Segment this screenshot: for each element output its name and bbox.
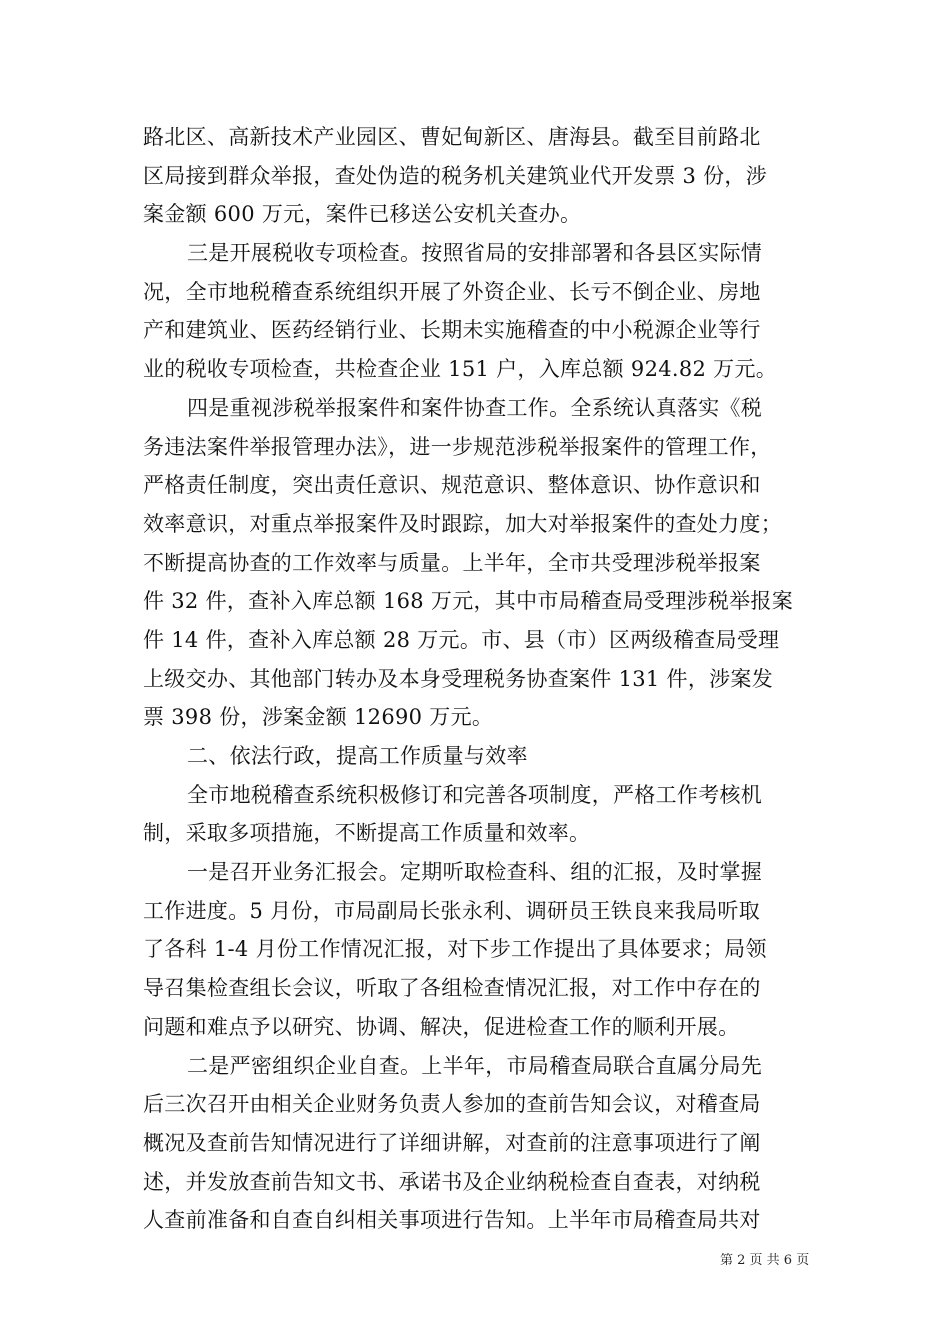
text-line: 效率意识，对重点举报案件及时跟踪，加大对举报案件的查处力度；	[143, 511, 782, 536]
paragraph-start: 三是开展税收专项检查。按照省局的安排部署和各县区实际情	[187, 241, 763, 266]
text-line: 件 32 件，查补入库总额 168 万元，其中市局稽查局受理涉税举报案	[143, 589, 794, 614]
text-line: 票 398 份，涉案金额 12690 万元。	[143, 705, 494, 730]
text-line: 问题和难点予以研究、协调、解决，促进检查工作的顺利开展。	[143, 1014, 740, 1039]
text-line: 后三次召开由相关企业财务负责人参加的查前告知会议，对稽查局	[143, 1092, 761, 1117]
text-line: 务违法案件举报管理办法》，进一步规范涉税举报案件的管理工作，	[143, 434, 772, 459]
text-line: 区局接到群众举报，查处伪造的税务机关建筑业代开发票 3 份，涉	[143, 163, 768, 188]
text-line: 业的税收专项检查，共检查企业 151 户，入库总额 924.82 万元。	[143, 357, 778, 382]
text-line: 概况及查前告知情况进行了详细讲解，对查前的注意事项进行了阐	[143, 1130, 761, 1155]
document-body	[143, 118, 823, 1240]
section-heading: 二、依法行政，提高工作质量与效率	[187, 744, 528, 768]
text-line: 路北区、高新技术产业园区、曹妃甸新区、唐海县。截至目前路北	[143, 125, 761, 149]
paragraph-start: 二是严密组织企业自查。上半年，市局稽查局联合直属分局先	[187, 1053, 763, 1078]
text-line: 人查前准备和自查自纠相关事项进行告知。上半年市局稽查局共对	[143, 1208, 761, 1233]
page-number-footer: 第 2 页 共 6 页	[720, 1253, 810, 1268]
text-line: 上级交办、其他部门转办及本身受理税务协查案件 131 件，涉案发	[143, 666, 774, 691]
text-line: 导召集检查组长会议，听取了各组检查情况汇报，对工作中存在的	[143, 976, 761, 1001]
text-line: 况，全市地税稽查系统组织开展了外资企业、长亏不倒企业、房地	[143, 279, 761, 304]
text-line: 案金额 600 万元，案件已移送公安机关查办。	[143, 202, 582, 227]
text-line: 述，并发放查前告知文书、承诺书及企业纳税检查自查表，对纳税	[143, 1169, 761, 1194]
text-line: 工作进度。5 月份，市局副局长张永利、调研员王铁良来我局听取	[143, 898, 761, 923]
paragraph-start: 一是召开业务汇报会。定期听取检查科、组的汇报，及时掌握	[187, 860, 763, 885]
text-line: 严格责任制度，突出责任意识、规范意识、整体意识、协作意识和	[143, 473, 761, 498]
paragraph-start: 全市地税稽查系统积极修订和完善各项制度，严格工作考核机	[187, 782, 763, 807]
text-line: 件 14 件，查补入库总额 28 万元。市、县（市）区两级稽查局受理	[143, 627, 780, 652]
paragraph-start: 四是重视涉税举报案件和案件协查工作。全系统认真落实《税	[187, 395, 763, 420]
text-line: 不断提高协查的工作效率与质量。上半年，全市共受理涉税举报案	[143, 550, 761, 575]
text-line: 产和建筑业、医药经销行业、长期未实施稽查的中小税源企业等行	[143, 318, 761, 343]
text-line: 了各科 1-4 月份工作情况汇报，对下步工作提出了具体要求；局领	[143, 937, 767, 962]
text-line: 制，采取多项措施，不断提高工作质量和效率。	[143, 821, 591, 846]
